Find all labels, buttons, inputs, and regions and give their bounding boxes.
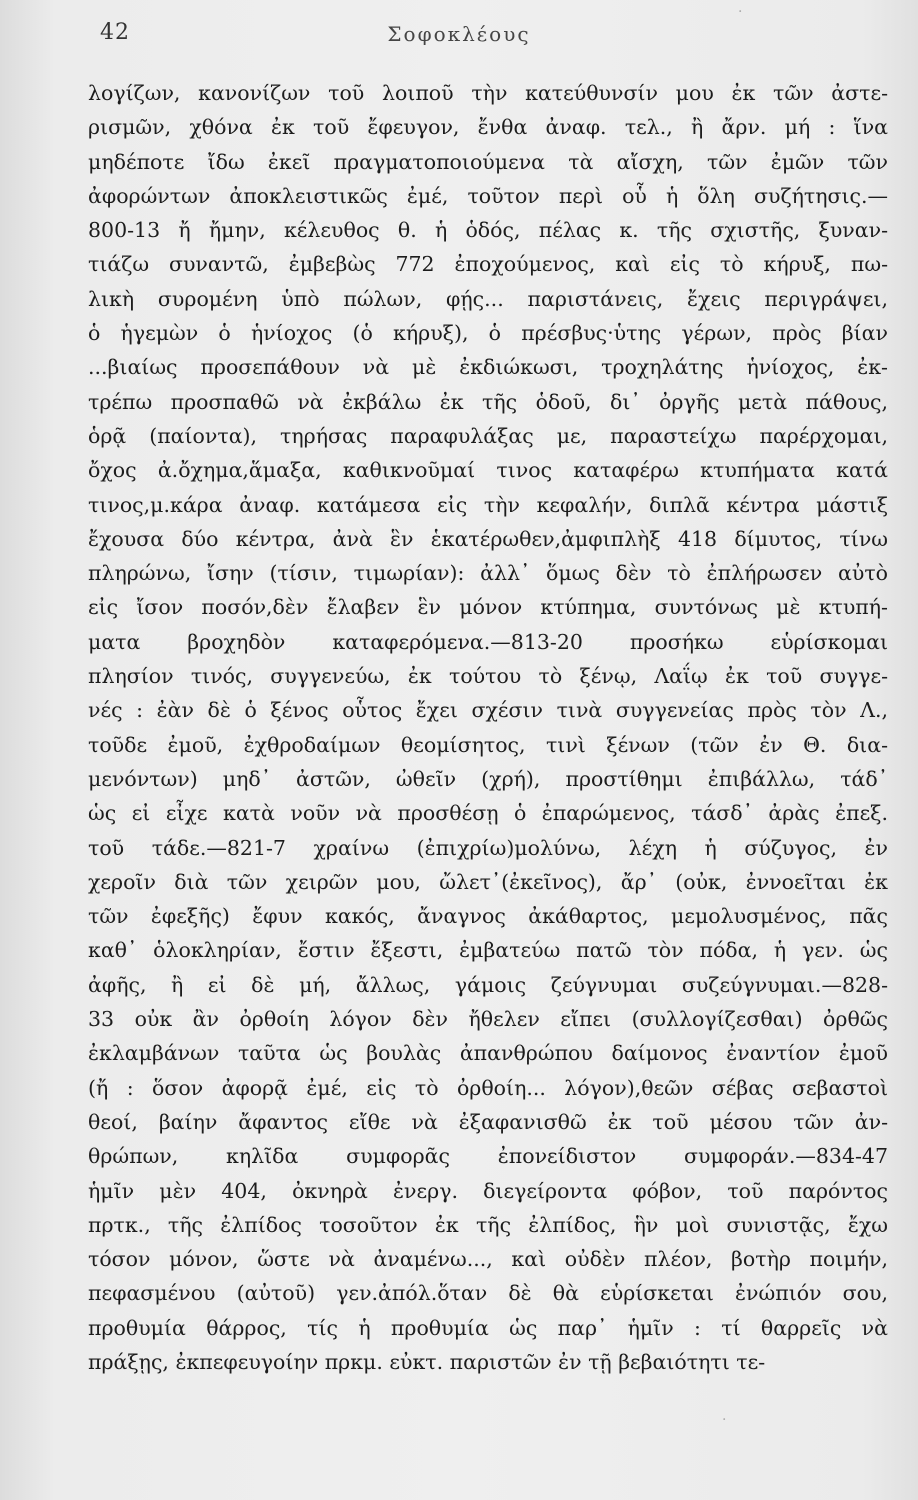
text-line: 33 οὐκ ἂν ὀρθοίη λόγον δὲν ἤθελεν εἴπει (συλλογίζεσθαι) ὀρθῶς xyxy=(88,1007,888,1032)
text-line: τόσον μόνον, ὥστε νὰ ἀναμένω..., καὶ οὐδὲν πλέον, βοτὴρ ποιμήν, xyxy=(88,1247,888,1272)
margin-speck: · xyxy=(722,1412,727,1428)
text-line: (ἤ : ὅσον ἀφορᾷ ἐμέ, εἰς τὸ ὀρθοίη... λόγον),θεῶν σέβας σεβαστοὶ xyxy=(88,1075,888,1100)
text-line: πρτκ., τῆς ἐλπίδος τοσοῦτον ἐκ τῆς ἐλπίδος, ἣν μοὶ συνιστᾷς, ἔχω xyxy=(88,1212,888,1237)
text-line: ὁρᾷ (παίοντα), τηρήσας παραφυλάξας με, παραστείχω παρέρχομαι, xyxy=(88,423,888,448)
text-line: χεροῖν διὰ τῶν χειρῶν μου, ὤλετ᾽(ἐκεῖνος), ἄρ᾽ (οὐκ, ἐννοεῖται ἐκ xyxy=(88,869,888,894)
text-line: τρέπω προσπαθῶ νὰ ἐκβάλω ἐκ τῆς ὁδοῦ, δι᾽ ὀργῆς μετὰ πάθους, xyxy=(88,389,888,414)
text-line: ρισμῶν, χθόνα ἐκ τοῦ ἔφευγον, ἔνθα ἀναφ. τελ., ἢ ἄρν. μή : ἵνα xyxy=(88,115,888,140)
text-line: ὡς εἰ εἶχε κατὰ νοῦν νὰ προσθέσῃ ὁ ἐπαρώμενος, τάσδ᾽ ἀρὰς ἐπεξ. xyxy=(88,801,888,826)
text-line: ἐκλαμβάνων ταῦτα ὡς βουλὰς ἀπανθρώπου δαίμονος ἐναντίον ἐμοῦ xyxy=(88,1041,888,1066)
text-line: θρώπων, κηλῖδα συμφορᾶς ἐπονείδιστον συμφοράν.—834-47 xyxy=(88,1144,888,1169)
text-line: τοῦδε ἐμοῦ, ἐχθροδαίμων θεομίσητος, τινὶ ξένων (τῶν ἐν Θ. δια- xyxy=(88,732,888,757)
text-line: τῶν ἐφεξῆς) ἔφυν κακός, ἄναγνος ἀκάθαρτος, μεμολυσμένος, πᾶς xyxy=(88,904,888,929)
text-line: ματα βροχηδὸν καταφερόμενα.—813-20 προσήκω εὑρίσκομαι xyxy=(88,629,888,654)
text-line: ἀφορώντων ἀποκλειστικῶς ἐμέ, τοῦτον περὶ οὗ ἡ ὅλη συζήτησις.— xyxy=(88,183,888,208)
text-line: λικὴ συρομένη ὑπὸ πώλων, φῄς... παριστάνεις, ἔχεις περιγράψει, xyxy=(88,286,888,311)
commentary-text xyxy=(88,76,888,1379)
text-line: τινος,μ.κάρα ἀναφ. κατάμεσα εἰς τὴν κεφαλήν, διπλᾶ κέντρα μάστιξ xyxy=(88,492,888,517)
text-line: πεφασμένου (αὐτοῦ) γεν.ἀπόλ.ὅταν δὲ θὰ εὑρίσκεται ἐνώπιόν σου, xyxy=(88,1281,888,1306)
text-line: μηδέποτε ἴδω ἐκεῖ πραγματοποιούμενα τὰ αἴσχη, τῶν ἐμῶν τῶν xyxy=(88,149,888,174)
text-line: νές : ἐὰν δὲ ὁ ξένος οὗτος ἔχει σχέσιν τινὰ συγγενείας πρὸς τὸν Λ., xyxy=(88,698,888,723)
text-line: 800-13 ἤ ἤμην, κέλευθος θ. ἡ ὁδός, πέλας κ. τῆς σχιστῆς, ξυναν- xyxy=(88,218,888,243)
running-title: Σοφοκλέους xyxy=(387,22,531,46)
text-line: ἔχουσα δύο κέντρα, ἀνὰ ἓν ἑκατέρωθεν,ἀμφιπλὴξ 418 δίμυτος, τίνω xyxy=(88,526,888,551)
text-line: πληρώνω, ἴσην (τίσιν, τιμωρίαν): ἀλλ᾽ ὅμως δὲν τὸ ἐπλήρωσεν αὐτὸ xyxy=(88,561,888,586)
text-line: λογίζων, κανονίζων τοῦ λοιποῦ τὴν κατεύθυνσίν μου ἐκ τῶν ἀστε- xyxy=(88,81,888,105)
text-line: τιάζω συναντῶ, ἐμβεβὼς 772 ἐποχούμενος, καὶ εἰς τὸ κήρυξ, πω- xyxy=(88,252,888,277)
text-line: ὄχος ἀ.ὄχημα,ἅμαξα, καθικνοῦμαί τινος καταφέρω κτυπήματα κατά xyxy=(88,458,888,483)
text-line: προθυμία θάρρος, τίς ἡ προθυμία ὡς παρ᾽ ἡμῖν : τί θαρρεῖς νὰ xyxy=(88,1315,888,1340)
text-line: τοῦ τάδε.—821-7 χραίνω (ἐπιχρίω)μολύνω, λέχη ἡ σύζυγος, ἐν xyxy=(88,835,888,860)
text-line: ὁ ἡγεμὼν ὁ ἡνίοχος (ὁ κήρυξ), ὁ πρέσβυς·ὑτης γέρων, πρὸς βίαν xyxy=(88,321,888,346)
text-line: πράξῃς, ἐκπεφευγοίην πρκμ. εὐκτ. παριστῶν ἐν τῇ βεβαιότητι τε- xyxy=(88,1349,766,1374)
text-line: ἀφῆς, ἢ εἰ δὲ μή, ἄλλως, γάμοις ζεύγνυμαι συζεύγνυμαι.—828- xyxy=(88,972,888,997)
text-line: θεοί, βαίην ἄφαντος εἴθε νὰ ἐξαφανισθῶ ἐκ τοῦ μέσου τῶν ἀν- xyxy=(88,1109,888,1134)
running-head xyxy=(0,20,918,50)
text-line: μενόντων) μηδ᾽ ἀστῶν, ὠθεῖν (χρή), προστίθημι ἐπιβάλλω, τάδ᾽ xyxy=(88,766,888,791)
text-line: καθ᾽ ὁλοκληρίαν, ἔστιν ἔξεστι, ἐμβατεύω πατῶ τὸν πόδα, ἡ γεν. ὡς xyxy=(88,938,888,963)
text-line: πλησίον τινός, συγγενεύω, ἐκ τούτου τὸ ξένῳ, Λαΐῳ ἐκ τοῦ συγγε- xyxy=(88,664,888,689)
text-line: ...βιαίως προσεπάθουν νὰ μὲ ἐκδιώκωσι, τροχηλάτης ἡνίοχος, ἐκ- xyxy=(88,355,888,380)
margin-speck: · xyxy=(738,4,743,20)
text-line: εἰς ἴσον ποσόν,δὲν ἔλαβεν ἓν μόνον κτύπημα, συντόνως μὲ κτυπή- xyxy=(88,595,888,620)
page-number: 42 xyxy=(100,20,130,45)
text-line: ἡμῖν μὲν 404, ὀκνηρὰ ἐνεργ. διεγείροντα φόβον, τοῦ παρόντος xyxy=(88,1178,888,1203)
